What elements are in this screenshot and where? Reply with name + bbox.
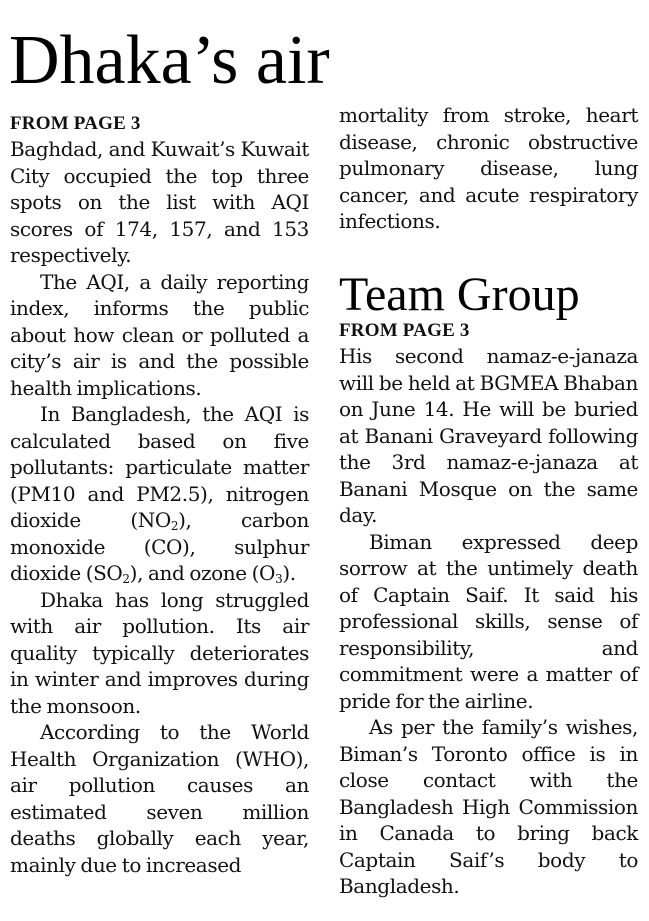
from-page-kicker: FROM PAGE 3: [10, 113, 141, 134]
from-page-kicker: FROM PAGE 3: [339, 320, 470, 341]
story-headline-dhakas-air: Dhaka’s air: [9, 22, 330, 99]
story-dhaka-air-column-1: [10, 112, 309, 878]
story-dhaka-air-continued: [339, 102, 638, 235]
paragraph: His second namaz-e-janaza will be held at BGMEA Bhaban on June 14. He will be buried at Banani Graveyard following the 3rd namaz-e-janaza at Banani Mosque on the same day.: [339, 344, 638, 527]
paragraph-pollutants: [10, 401, 309, 587]
story-team-group-column: [339, 319, 638, 900]
text-run: ), carbon monoxide (CO), sulphur dioxide (SO: [10, 508, 310, 585]
paragraph: mortality from stroke, heart disease, chronic obstructive pulmonary disease, lung cancer, and acute respiratory infections.: [339, 103, 638, 233]
subscript: 2: [170, 519, 179, 533]
subscript: 2: [122, 572, 130, 586]
story-headline-team-group: Team Group: [339, 268, 580, 321]
subscript: 3: [275, 572, 283, 586]
paragraph: As per the family’s wishes, Biman’s Toronto office is in close contact with the Bangladesh High Commission in Canada to bring back Captain Saif’s body to Bangladesh.: [339, 715, 638, 898]
paragraph: Biman expressed deep sorrow at the untimely death of Captain Saif. It said his professional skills, sense of responsibility, and commitment were a matter of pride for the airline.: [339, 529, 638, 713]
text-run: In Bangladesh, the AQI is calculated based on five pollutants: particulate matter (PM10 and PM2.5), nitrogen dioxide (NO: [10, 402, 309, 532]
paragraph: The AQI, a daily reporting index, informs the public about how clean or polluted a city’s air is and the possible health implications.: [10, 269, 309, 400]
text-run: ), and ozone (O: [129, 561, 276, 585]
text-run: ).: [282, 561, 296, 585]
paragraph: Baghdad, and Kuwait’s Kuwait City occupied the top three spots on the list with AQI scores of 174, 157, and 153 respectively.: [10, 137, 309, 267]
paragraph: Dhaka has long struggled with air pollution. Its air quality typically deteriorates in winter and improves during the monsoon.: [10, 587, 309, 718]
paragraph: According to the World Health Organization (WHO), air pollution causes an estimated seven million deaths globally each year, mainly due to increased: [10, 720, 309, 877]
